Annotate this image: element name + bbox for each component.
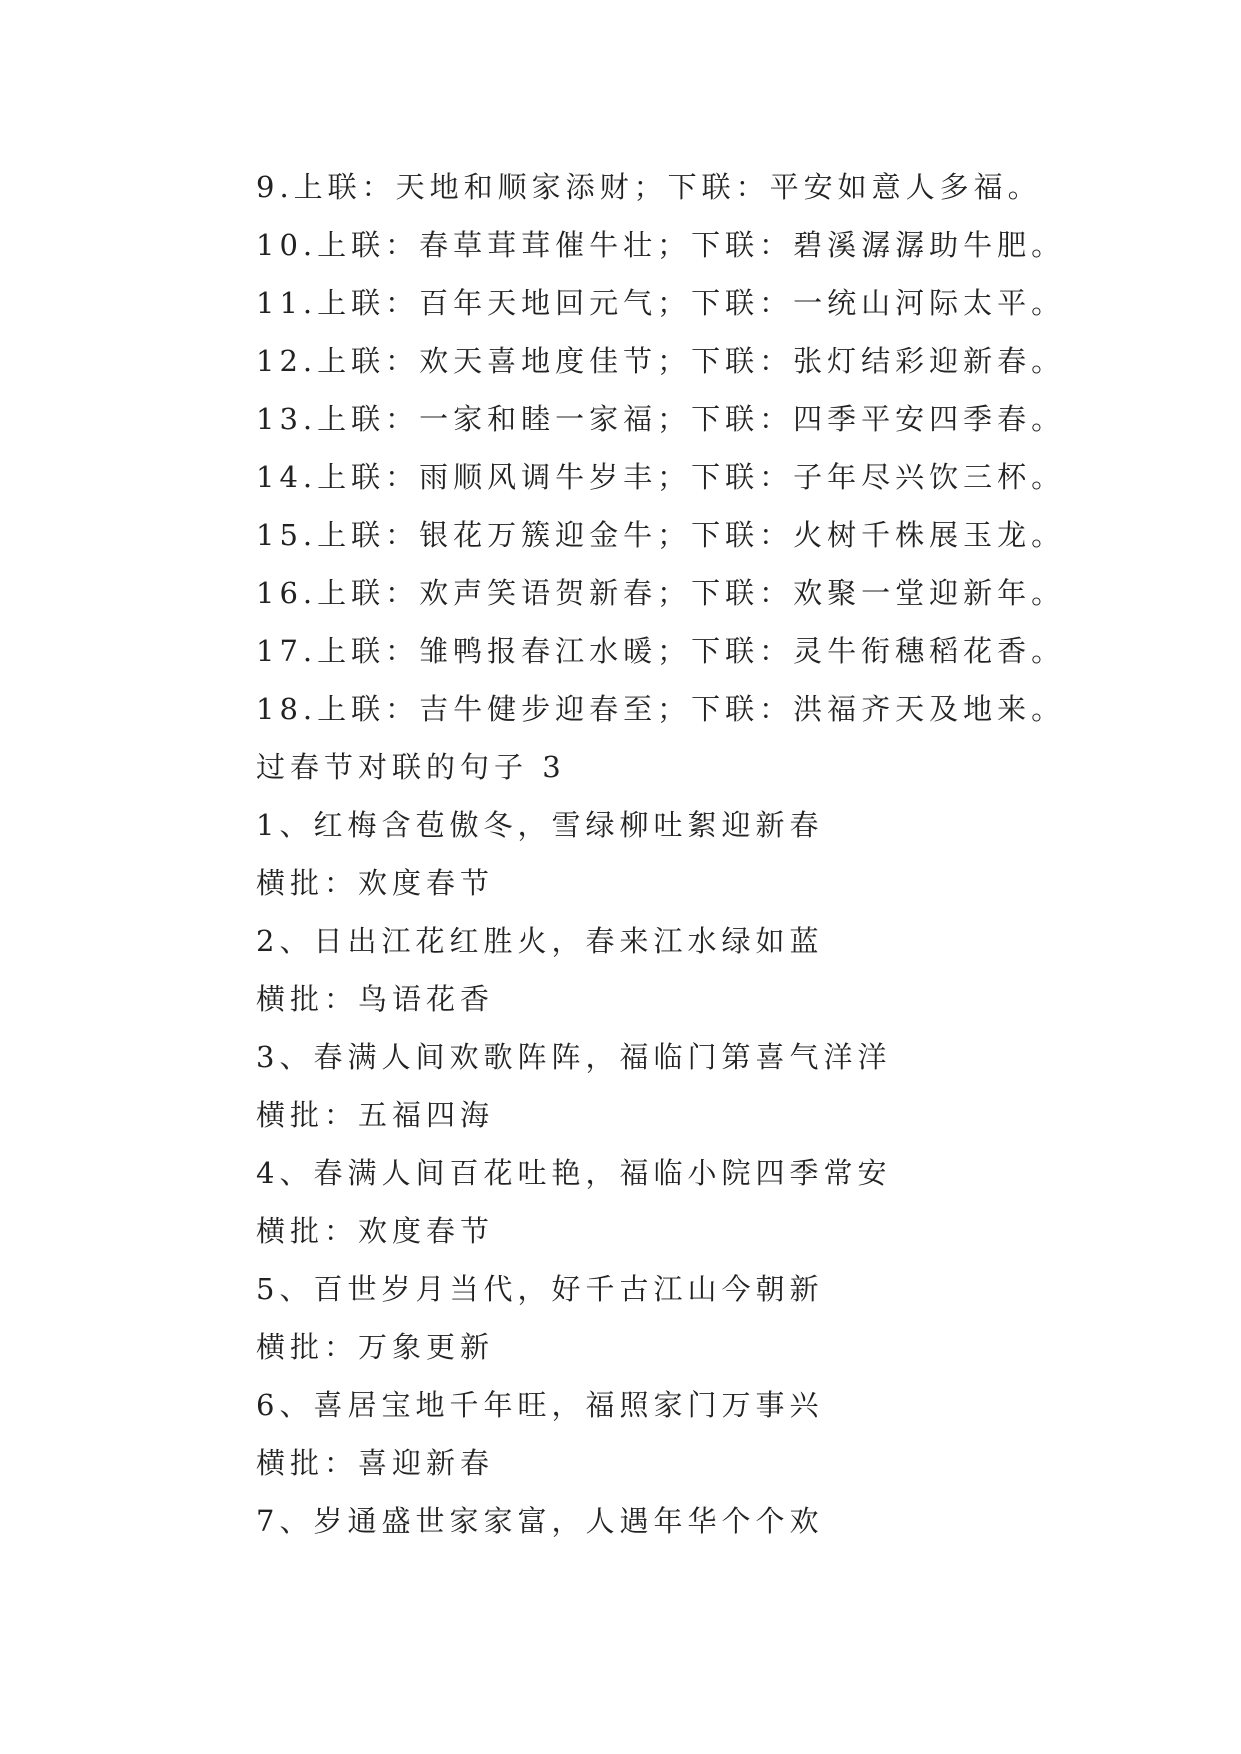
horizontal-scroll-5: 横批：万象更新 xyxy=(256,1330,495,1364)
couplet-line-14: 14.上联：雨顺风调牛岁丰；下联：子年尽兴饮三杯。 xyxy=(256,460,1066,494)
horizontal-scroll-2: 横批：鸟语花香 xyxy=(256,982,495,1016)
couplet-item-7: 7、岁通盛世家家富，人遇年华个个欢 xyxy=(256,1504,824,1538)
couplet-line-11: 11.上联：百年天地回元气；下联：一统山河际太平。 xyxy=(256,286,1066,320)
couplet-line-17: 17.上联：雏鸭报春江水暖；下联：灵牛衔穗稻花香。 xyxy=(256,634,1066,668)
section-heading: 过春节对联的句子 3 xyxy=(256,750,566,784)
horizontal-scroll-6: 横批：喜迎新春 xyxy=(256,1446,495,1480)
couplet-line-10: 10.上联：春草茸茸催牛壮；下联：碧溪潺潺助牛肥。 xyxy=(256,228,1066,262)
couplet-line-16: 16.上联：欢声笑语贺新春；下联：欢聚一堂迎新年。 xyxy=(256,576,1066,610)
couplet-line-15: 15.上联：银花万簇迎金牛；下联：火树千株展玉龙。 xyxy=(256,518,1066,552)
couplet-item-4: 4、春满人间百花吐艳，福临小院四季常安 xyxy=(256,1156,892,1190)
document-body xyxy=(256,158,1156,1550)
couplet-item-6: 6、喜居宝地千年旺，福照家门万事兴 xyxy=(256,1388,824,1422)
couplet-line-9: 9.上联：天地和顺家添财；下联：平安如意人多福。 xyxy=(256,170,1042,204)
couplet-item-5: 5、百世岁月当代，好千古江山今朝新 xyxy=(256,1272,824,1306)
couplet-item-2: 2、日出江花红胜火，春来江水绿如蓝 xyxy=(256,924,824,958)
couplet-item-1: 1、红梅含苞傲冬，雪绿柳吐絮迎新春 xyxy=(256,808,824,842)
horizontal-scroll-4: 横批：欢度春节 xyxy=(256,1214,495,1248)
couplet-item-3: 3、春满人间欢歌阵阵，福临门第喜气洋洋 xyxy=(256,1040,892,1074)
horizontal-scroll-3: 横批：五福四海 xyxy=(256,1098,495,1132)
couplet-line-12: 12.上联：欢天喜地度佳节；下联：张灯结彩迎新春。 xyxy=(256,344,1066,378)
couplet-line-13: 13.上联：一家和睦一家福；下联：四季平安四季春。 xyxy=(256,402,1066,436)
couplet-line-18: 18.上联：吉牛健步迎春至；下联：洪福齐天及地来。 xyxy=(256,692,1066,726)
horizontal-scroll-1: 横批：欢度春节 xyxy=(256,866,495,900)
